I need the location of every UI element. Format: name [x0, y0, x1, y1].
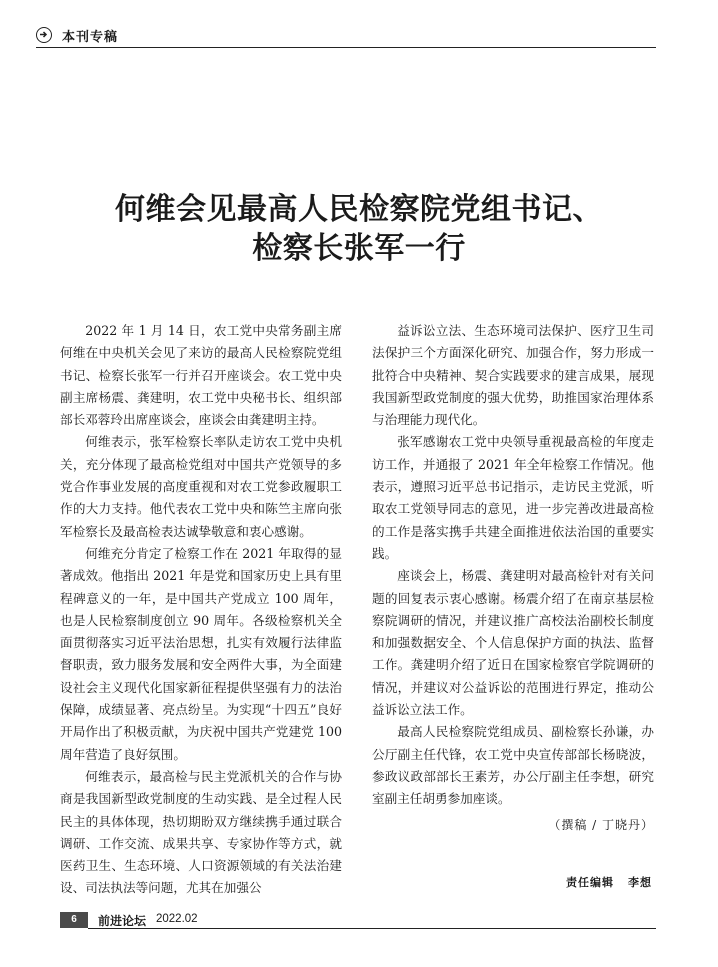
title-line-2: 检察长张军一行 [252, 231, 466, 266]
paragraph: 张军感谢农工党中央领导重视最高检的年度走访工作，并通报了 2021 年全年检察工作情况。他表示，遵照习近平总书记指示，走访民主党派，听取农工党领导同志的意见，进一步完善改进最高检的工作是落实携手共建全面推进依法治国的重要实践。 [372, 434, 654, 561]
section-header [36, 26, 656, 50]
magazine-name: 前进论坛 [98, 914, 147, 928]
paragraph: 2022 年 1 月 14 日，农工党中央常务副主席何维在中央机关会见了来访的最高人民检察院党组书记、检察长张军一行并召开座谈会。农工党中央副主席杨震、龚建明，农工党中央秘书长、组织部部长邓蓉玲出席座谈会，座谈会由龚建明主持。 [60, 323, 342, 428]
paragraph: 何维表示，张军检察长率队走访农工党中央机关，充分体现了最高检党组对中国共产党领导的多党合作事业发展的高度重视和对农工党参政履职工作的大力支持。他代表农工党中央和陈竺主席向张军检察长及最高检表达诚挚敬意和衷心感谢。 [60, 434, 342, 539]
header-rule [36, 47, 656, 48]
editor-credit [566, 874, 652, 890]
left-column [60, 320, 342, 900]
editor-name: 李想 [628, 876, 652, 889]
issue-number: 2022.02 [156, 913, 198, 925]
page-number: 6 [60, 912, 88, 928]
footer-rule [88, 928, 656, 929]
title-line-1: 何维会见最高人民检察院党组书记、 [115, 192, 603, 227]
editor-label: 责任编辑 [566, 876, 614, 889]
right-column [372, 320, 654, 836]
section-label: 本刊专稿 [62, 30, 119, 45]
paragraph: 何维充分肯定了检察工作在 2021 年取得的显著成效。他指出 2021 年是党和国家历史上具有里程碑意义的一年，是中国共产党成立 100 周年，也是人民检察制度创立 90 周年。各级检察机关全面贯彻落实习近平法治思想，扎实有效履行法律监督职责，致力服务发展和安全两件大事，为全面建设社会主义现代化国家新征程提供坚强有力的法治保障，成绩显著、亮点纷呈。为实现“十四五”良好开局作出了积极贡献，为庆祝中国共产党建党 100 周年营造了良好氛围。 [60, 545, 342, 762]
paragraph: 最高人民检察院党组成员、副检察长孙谦，办公厅副主任代锋，农工党中央宣传部部长杨晓波，参政议政部部长王素芳，办公厅副主任李想，研究室副主任胡勇参加座谈。 [372, 724, 654, 807]
paragraph: 何维表示，最高检与民主党派机关的合作与协商是我国新型政党制度的生动实践、是全过程人民民主的具体体现，热切期盼双方继续携手通过联合调研、工作交流、成果共享、专家协作等方式，就医药卫生、生态环境、人口资源领域的有关法治建设、司法执法等问题，尤其在加强公 [60, 768, 342, 896]
circle-arrow-icon [36, 27, 52, 43]
page-footer [60, 911, 656, 935]
paragraph: 座谈会上，杨震、龚建明对最高检针对有关问题的回复表示衷心感谢。杨震介绍了在南京基层检察院调研的情况，并建议推广高校法治副校长制度和加强数据安全、个人信息保护方面的执法、监督工作。龚建明介绍了近日在国家检察官学院调研的情况，并建议对公益诉讼的范围进行界定，推动公益诉讼立法工作。 [372, 568, 654, 718]
article-title [0, 190, 718, 268]
byline: （撰稿 / 丁晓丹） [548, 817, 654, 832]
paragraph: 益诉讼立法、生态环境司法保护、医疗卫生司法保护三个方面深化研究、加强合作，努力形成一批符合中央精神、契合实践要求的建言成果，展现我国新型政党制度的强大优势，助推国家治理体系与治理能力现代化。 [372, 323, 654, 428]
